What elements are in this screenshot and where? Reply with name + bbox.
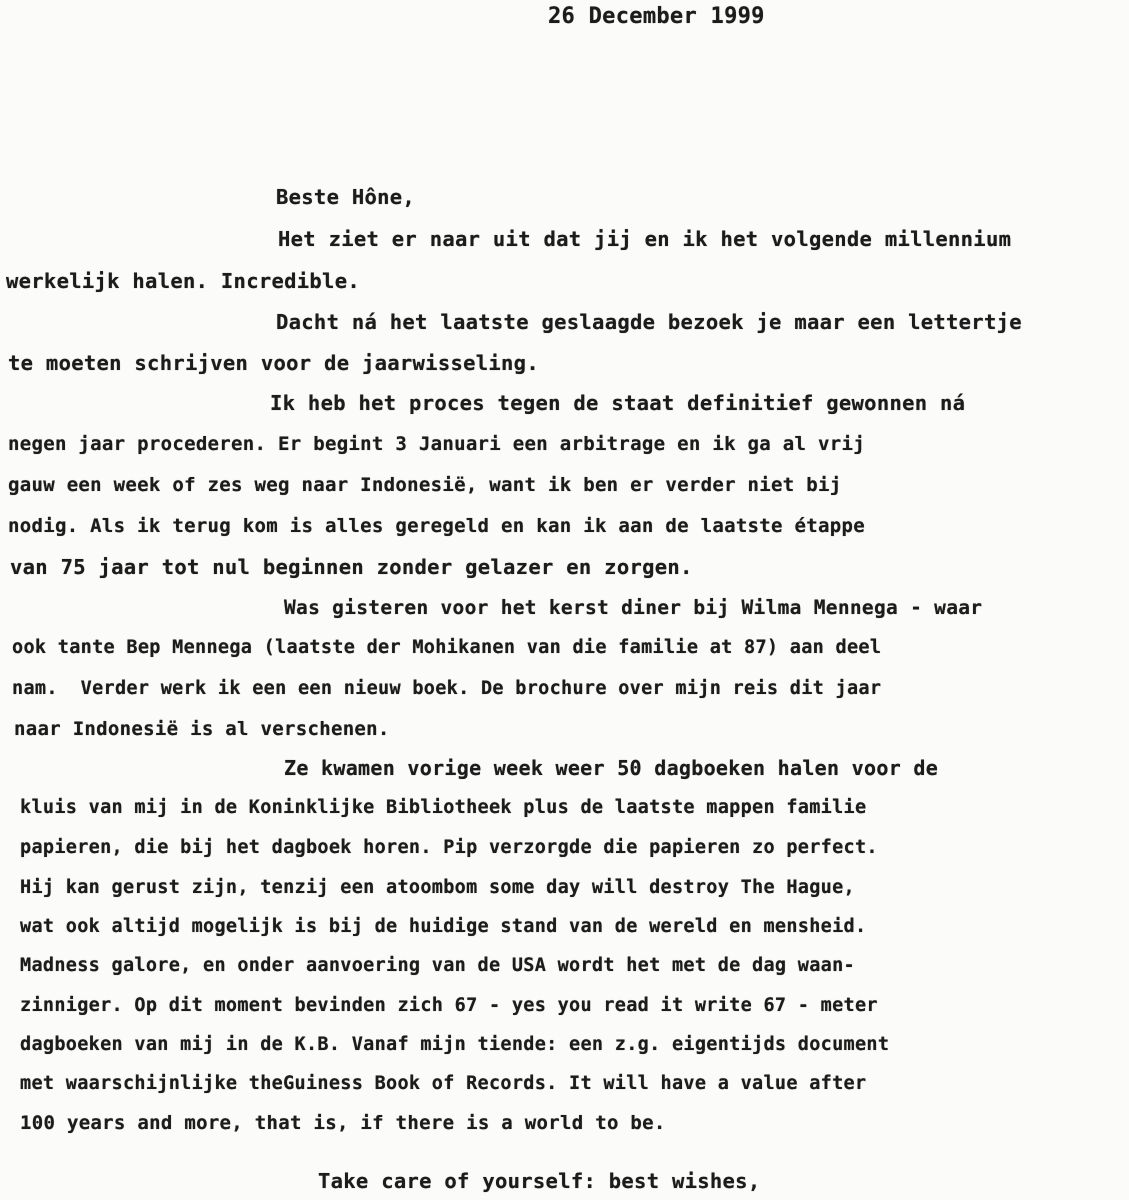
body-line: te moeten schrijven voor de jaarwisseling. bbox=[8, 351, 539, 375]
body-line: naar Indonesië is al verschenen. bbox=[14, 718, 390, 740]
body-line: dagboeken van mij in de K.B. Vanaf mijn tiende: een z.g. eigentijds document bbox=[20, 1034, 890, 1055]
body-line: Was gisteren voor het kerst diner bij Wilma Mennega - waar bbox=[284, 596, 983, 619]
closing-line: Take care of yourself: best wishes, bbox=[318, 1169, 761, 1193]
body-line: met waarschijnlijke theGuiness Book of Records. It will have a value after bbox=[20, 1073, 867, 1094]
body-line: Madness galore, en onder aanvoering van de USA wordt het met de dag waan- bbox=[20, 955, 855, 976]
body-line: werkelijk halen. Incredible. bbox=[6, 269, 360, 293]
body-line: Ze kwamen vorige week weer 50 dagboeken halen voor de bbox=[284, 756, 939, 780]
body-line: nodig. Als ik terug kom is alles geregeld en kan ik aan de laatste étappe bbox=[8, 515, 865, 537]
letter-date: 26 December 1999 bbox=[548, 4, 765, 29]
body-line: 100 years and more, that is, if there is a world to be. bbox=[20, 1112, 666, 1134]
body-line: wat ook altijd mogelijk is bij de huidige stand van de wereld en mensheid. bbox=[20, 916, 867, 937]
body-line: zinniger. Op dit moment bevinden zich 67 - yes you read it write 67 - meter bbox=[20, 995, 878, 1016]
body-line: kluis van mij in de Koninklijke Bibliotheek plus de laatste mappen familie bbox=[20, 797, 867, 818]
body-line: Ik heb het proces tegen de staat definitief gewonnen ná bbox=[270, 391, 966, 415]
body-line: papieren, die bij het dagboek horen. Pip verzorgde die papieren zo perfect. bbox=[20, 837, 878, 858]
body-line: negen jaar procederen. Er begint 3 Januari een arbitrage en ik ga al vrij bbox=[8, 433, 865, 455]
salutation: Beste Hône, bbox=[276, 185, 416, 209]
body-line: Dacht ná het laatste geslaagde bezoek je maar een lettertje bbox=[276, 310, 1022, 334]
body-line: ook tante Bep Mennega (laatste der Mohikanen van die familie at 87) aan deel bbox=[12, 637, 882, 658]
body-line: gauw een week of zes weg naar Indonesië, want ik ben er verder niet bij bbox=[8, 474, 842, 496]
body-line: Het ziet er naar uit dat jij en ik het volgende millennium bbox=[278, 227, 1012, 251]
body-line: Hij kan gerust zijn, tenzij een atoombom some day will destroy The Hague, bbox=[20, 877, 855, 898]
body-line: van 75 jaar tot nul beginnen zonder gelazer en zorgen. bbox=[10, 555, 693, 579]
body-line: nam. Verder werk ik een een nieuw boek. De brochure over mijn reis dit jaar bbox=[12, 678, 882, 699]
